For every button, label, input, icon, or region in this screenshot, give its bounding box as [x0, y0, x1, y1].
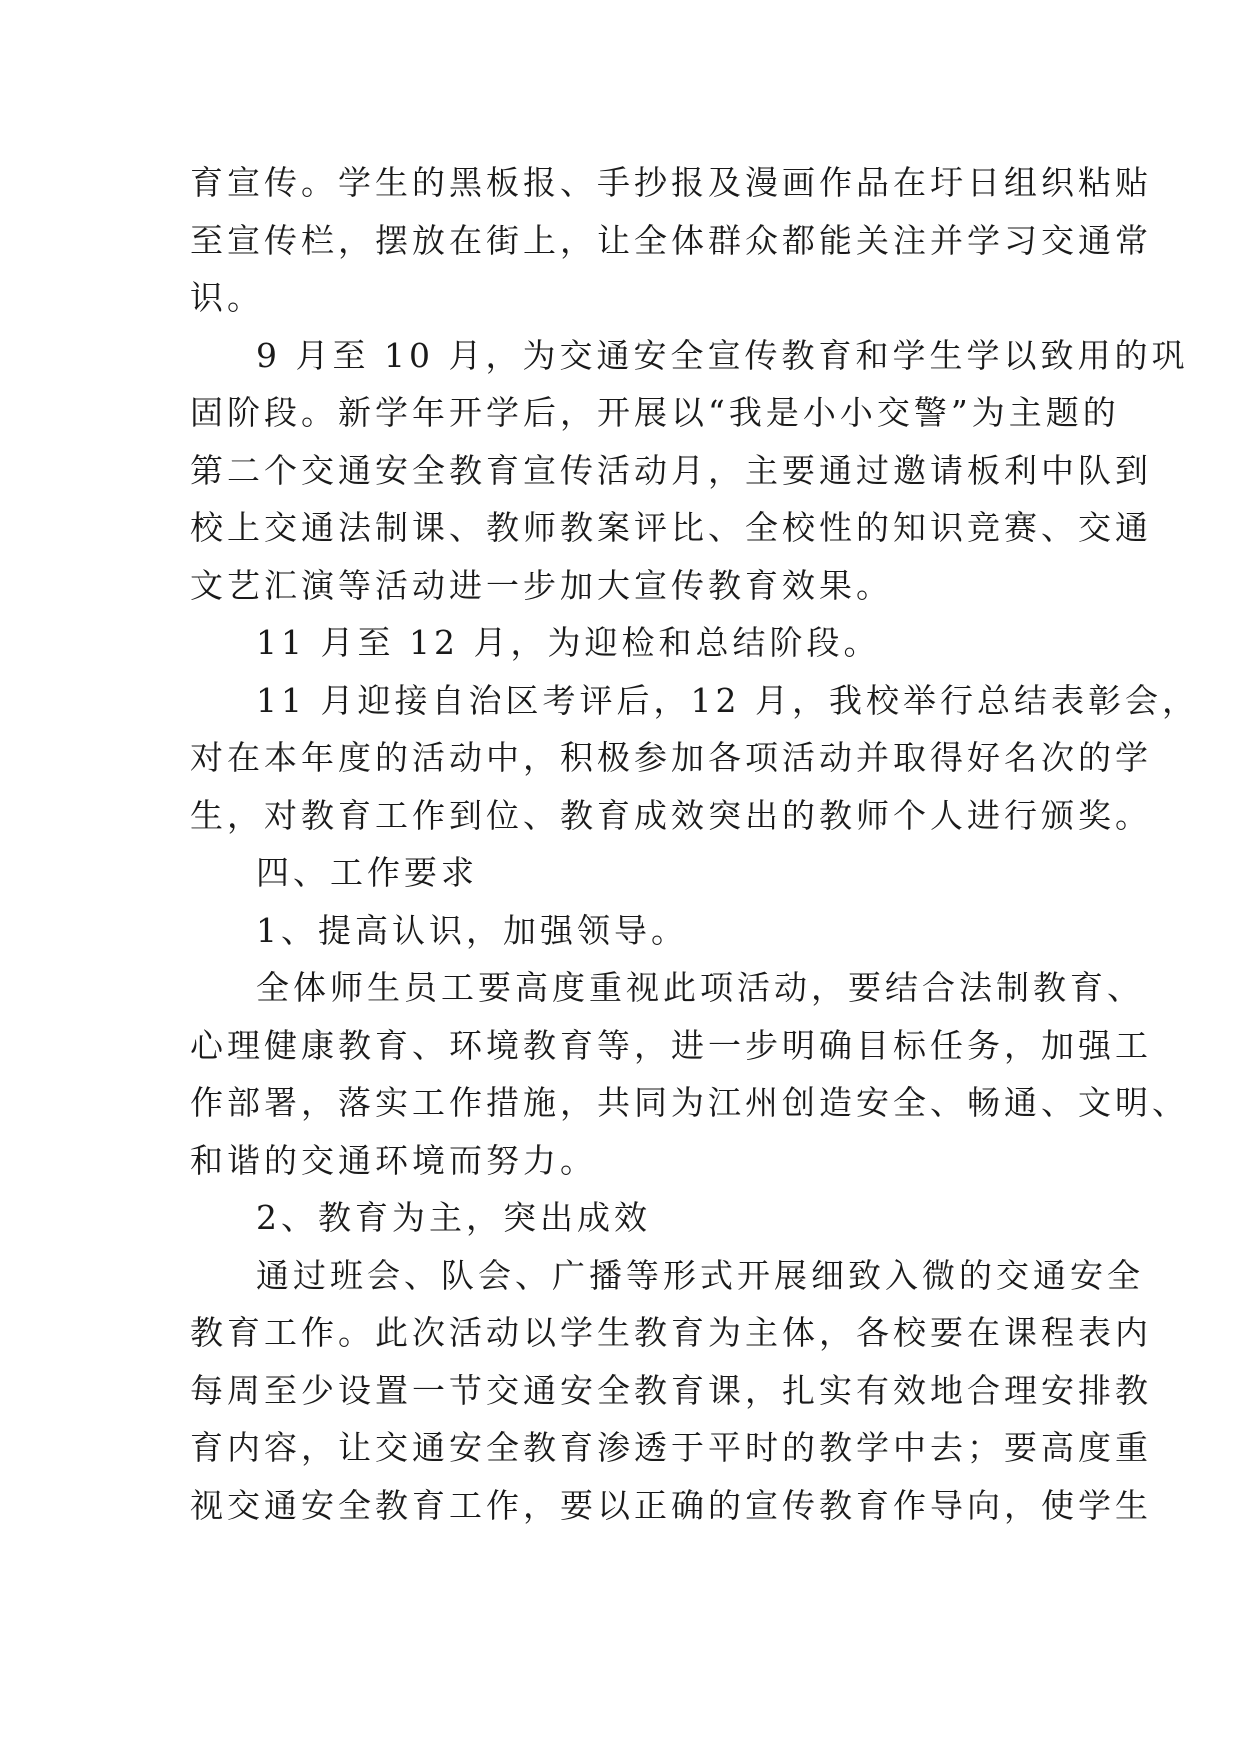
text-line: 通过班会、队会、广播等形式开展细致入微的交通安全: [256, 1255, 1144, 1295]
subsection-heading: [190, 902, 1075, 960]
text-line: 教育工作。此次活动以学生教育为主体，各校要在课程表内: [190, 1313, 1152, 1352]
paragraph: [190, 327, 1189, 615]
text-line: 第二个交通安全教育宣传活动月，主要通过邀请板利中队到: [190, 450, 1152, 490]
section-heading: [190, 844, 1075, 902]
paragraph: [190, 672, 1199, 845]
text-line: 1、提高认识，加强领导。: [256, 910, 688, 950]
text-line: 作部署，落实工作措施，共同为江州创造安全、畅通、文明、: [190, 1083, 1189, 1122]
text-line: 每周至少设置一节交通安全教育课，扎实有效地合理安排教: [190, 1370, 1152, 1410]
paragraph: [190, 614, 1075, 672]
text-line: 至宣传栏，摆放在街上，让全体群众都能关注并学习交通常: [190, 220, 1152, 260]
text-line: 四、工作要求: [256, 853, 478, 892]
subsection-heading: [190, 1189, 1075, 1247]
text-line: 育内容，让交通安全教育渗透于平时的教学中去；要高度重: [190, 1428, 1152, 1467]
text-line: 11 月迎接自治区考评后，12 月，我校举行总结表彰会，: [256, 680, 1199, 720]
text-line: 校上交通法制课、教师教案评比、全校性的知识竞赛、交通: [190, 508, 1152, 547]
text-line: 11 月至 12 月，为迎检和总结阶段。: [256, 623, 881, 662]
text-line: 2、教育为主，突出成效: [256, 1198, 651, 1237]
text-line: 心理健康教育、环境教育等，进一步明确目标任务，加强工: [190, 1025, 1152, 1065]
text-line: 和谐的交通环境而努力。: [190, 1140, 597, 1180]
text-line: 识。: [190, 278, 264, 317]
text-line: 生，对教育工作到位、教育成效突出的教师个人进行颁奖。: [190, 795, 1152, 835]
text-line: 9 月至 10 月，为交通安全宣传教育和学生学以致用的巩: [256, 335, 1189, 375]
text-line: 对在本年度的活动中，积极参加各项活动并取得好名次的学: [190, 738, 1152, 777]
text-line: 育宣传。学生的黑板报、手抄报及漫画作品在圩日组织粘贴: [190, 163, 1152, 202]
paragraph: [190, 959, 1189, 1189]
paragraph: [190, 1247, 1152, 1535]
text-line: 视交通安全教育工作，要以正确的宣传教育作导向，使学生: [190, 1485, 1152, 1525]
text-line: 文艺汇演等活动进一步加大宣传教育效果。: [190, 565, 893, 605]
text-line: 全体师生员工要高度重视此项活动，要结合法制教育、: [256, 968, 1144, 1007]
paragraph: [190, 154, 1152, 327]
text-line: 固阶段。新学年开学后，开展以“我是小小交警”为主题的: [190, 393, 1120, 432]
document-body: [190, 154, 1199, 1534]
